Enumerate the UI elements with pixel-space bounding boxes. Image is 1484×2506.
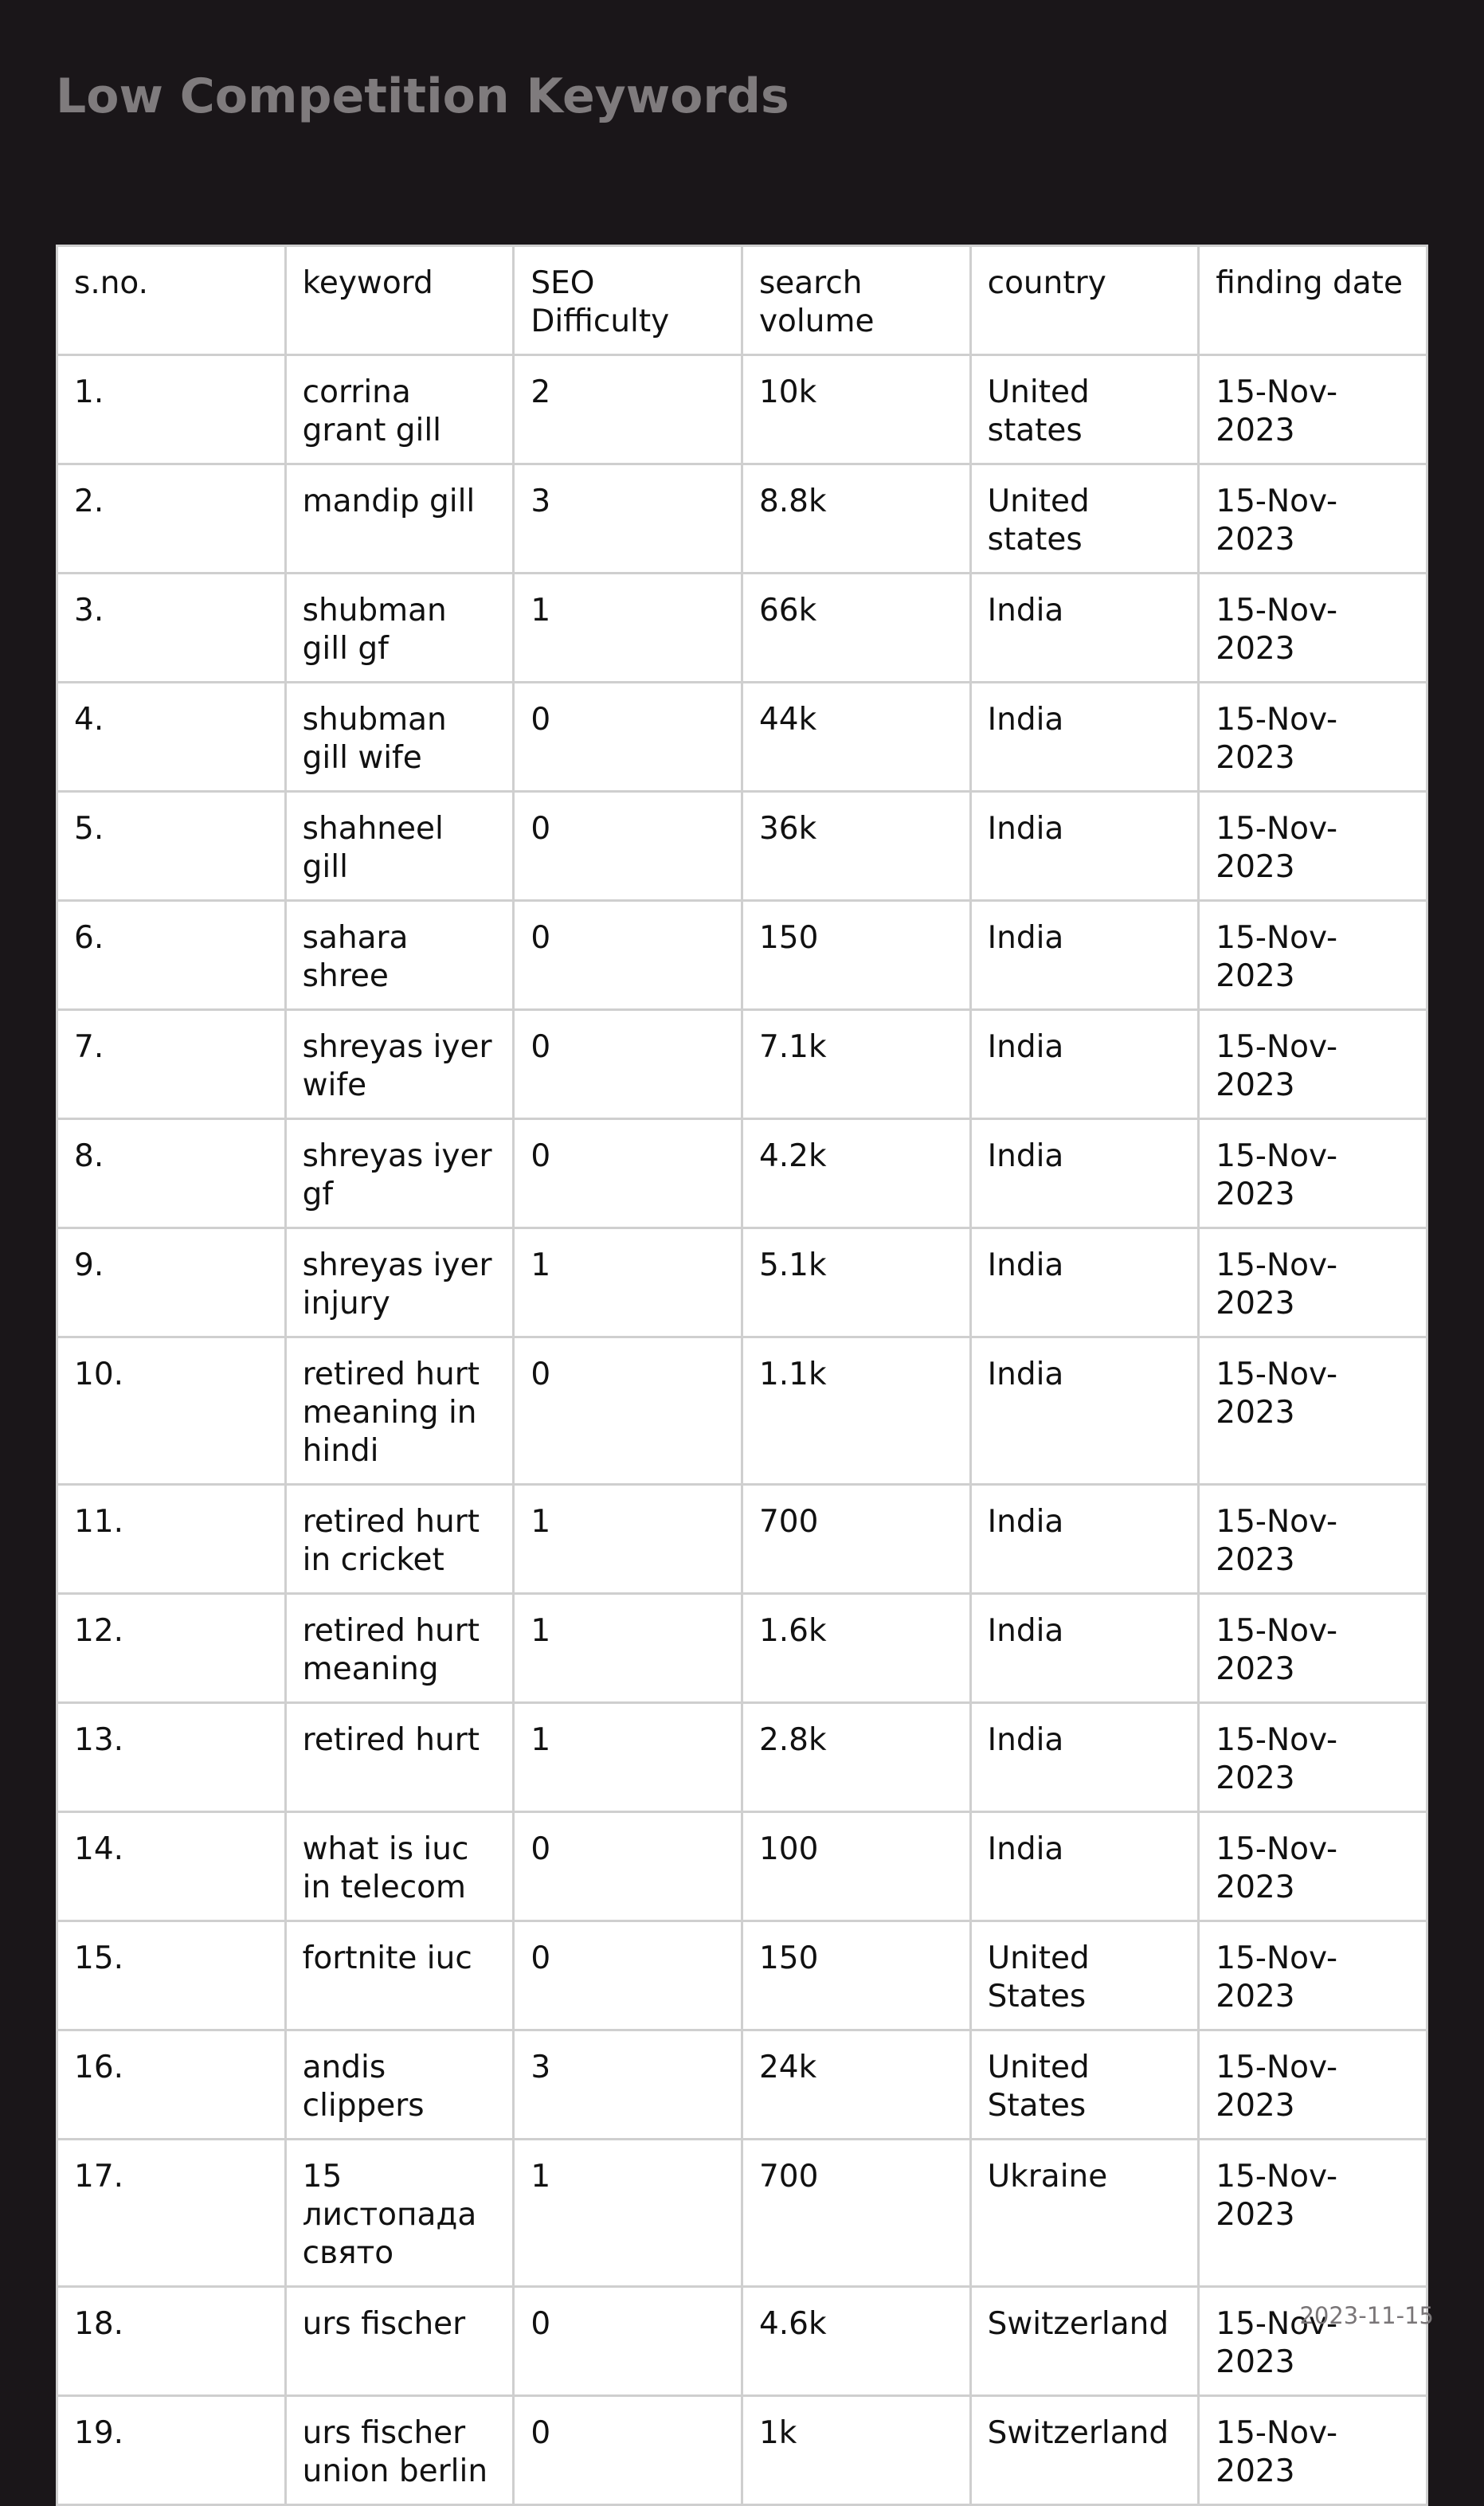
cell-sno: 19. (57, 2396, 286, 2505)
cell-finding-date: 15-Nov-2023 (1199, 2140, 1427, 2287)
cell-sno: 4. (57, 683, 286, 792)
cell-seo-difficulty: 0 (514, 1812, 742, 1921)
cell-seo-difficulty: 2 (514, 355, 742, 464)
cell-sno: 9. (57, 1228, 286, 1337)
cell-country: India (970, 1703, 1199, 1812)
cell-country: India (970, 792, 1199, 901)
cell-search-volume: 66k (742, 574, 970, 683)
cell-seo-difficulty: 0 (514, 683, 742, 792)
cell-seo-difficulty: 0 (514, 1337, 742, 1485)
cell-keyword: shreyas iyer wife (285, 1010, 514, 1119)
cell-seo-difficulty: 0 (514, 2396, 742, 2505)
cell-finding-date: 15-Nov-2023 (1199, 574, 1427, 683)
cell-country: India (970, 1812, 1199, 1921)
cell-finding-date: 15-Nov-2023 (1199, 1228, 1427, 1337)
cell-search-volume: 100 (742, 1812, 970, 1921)
cell-sno: 6. (57, 901, 286, 1010)
cell-country: India (970, 1337, 1199, 1485)
cell-keyword: sahara shree (285, 901, 514, 1010)
cell-keyword: urs fischer union berlin (285, 2396, 514, 2505)
cell-finding-date: 15-Nov-2023 (1199, 1921, 1427, 2030)
cell-search-volume: 700 (742, 1485, 970, 1594)
table-row (57, 1594, 1427, 1703)
cell-finding-date: 15-Nov-2023 (1199, 1119, 1427, 1228)
cell-search-volume: 8.8k (742, 464, 970, 574)
cell-country: Ukraine (970, 2140, 1199, 2287)
cell-keyword: retired hurt meaning in hindi (285, 1337, 514, 1485)
cell-sno: 10. (57, 1337, 286, 1485)
cell-search-volume: 1.6k (742, 1594, 970, 1703)
cell-search-volume: 2.8k (742, 1703, 970, 1812)
table-row (57, 355, 1427, 464)
cell-search-volume: 10k (742, 355, 970, 464)
cell-country: Switzerland (970, 2396, 1199, 2505)
table-row (57, 901, 1427, 1010)
cell-keyword: urs fischer (285, 2287, 514, 2396)
cell-search-volume: 700 (742, 2140, 970, 2287)
cell-seo-difficulty: 0 (514, 1921, 742, 2030)
table-row (57, 792, 1427, 901)
table-row (57, 1228, 1427, 1337)
cell-seo-difficulty: 0 (514, 2287, 742, 2396)
cell-sno: 11. (57, 1485, 286, 1594)
cell-country: United States (970, 2030, 1199, 2140)
cell-search-volume: 150 (742, 1921, 970, 2030)
cell-finding-date: 15-Nov-2023 (1199, 792, 1427, 901)
table-row (57, 2396, 1427, 2505)
footer-date: 2023-11-15 (1299, 2302, 1434, 2329)
cell-sno: 12. (57, 1594, 286, 1703)
table-row (57, 1010, 1427, 1119)
cell-keyword: shreyas iyer injury (285, 1228, 514, 1337)
cell-country: India (970, 901, 1199, 1010)
cell-seo-difficulty: 1 (514, 574, 742, 683)
cell-country: Switzerland (970, 2287, 1199, 2396)
table-header-row (57, 246, 1427, 355)
cell-search-volume: 4.2k (742, 1119, 970, 1228)
cell-finding-date: 15-Nov-2023 (1199, 2287, 1427, 2396)
cell-finding-date: 15-Nov-2023 (1199, 683, 1427, 792)
keywords-table-container (56, 245, 1428, 2506)
cell-sno: 5. (57, 792, 286, 901)
cell-seo-difficulty: 1 (514, 1485, 742, 1594)
cell-sno: 17. (57, 2140, 286, 2287)
cell-finding-date: 15-Nov-2023 (1199, 1812, 1427, 1921)
cell-finding-date: 15-Nov-2023 (1199, 2030, 1427, 2140)
cell-country: India (970, 1485, 1199, 1594)
cell-sno: 3. (57, 574, 286, 683)
cell-finding-date: 15-Nov-2023 (1199, 1594, 1427, 1703)
header-search-volume: search volume (742, 246, 970, 355)
cell-seo-difficulty: 3 (514, 2030, 742, 2140)
cell-finding-date: 15-Nov-2023 (1199, 1010, 1427, 1119)
cell-search-volume: 5.1k (742, 1228, 970, 1337)
cell-seo-difficulty: 0 (514, 792, 742, 901)
header-keyword: keyword (285, 246, 514, 355)
cell-country: United States (970, 1921, 1199, 2030)
cell-seo-difficulty: 0 (514, 1119, 742, 1228)
keywords-table (56, 245, 1428, 2506)
cell-search-volume: 44k (742, 683, 970, 792)
cell-seo-difficulty: 1 (514, 2140, 742, 2287)
cell-country: United states (970, 464, 1199, 574)
table-row (57, 1119, 1427, 1228)
page-title: Low Competition Keywords (56, 69, 789, 124)
cell-finding-date: 15-Nov-2023 (1199, 355, 1427, 464)
cell-keyword: mandip gill (285, 464, 514, 574)
cell-seo-difficulty: 1 (514, 1594, 742, 1703)
cell-sno: 13. (57, 1703, 286, 1812)
cell-search-volume: 150 (742, 901, 970, 1010)
cell-country: India (970, 683, 1199, 792)
header-sno: s.no. (57, 246, 286, 355)
table-row (57, 2140, 1427, 2287)
cell-seo-difficulty: 3 (514, 464, 742, 574)
cell-keyword: fortnite iuc (285, 1921, 514, 2030)
cell-country: United states (970, 355, 1199, 464)
table-row (57, 574, 1427, 683)
table-row (57, 1337, 1427, 1485)
cell-search-volume: 36k (742, 792, 970, 901)
header-country: country (970, 246, 1199, 355)
header-finding-date: finding date (1199, 246, 1427, 355)
cell-keyword: retired hurt meaning (285, 1594, 514, 1703)
table-row (57, 2030, 1427, 2140)
cell-seo-difficulty: 1 (514, 1228, 742, 1337)
table-row (57, 2287, 1427, 2396)
cell-search-volume: 7.1k (742, 1010, 970, 1119)
cell-seo-difficulty: 0 (514, 1010, 742, 1119)
cell-search-volume: 24k (742, 2030, 970, 2140)
table-row (57, 464, 1427, 574)
cell-keyword: what is iuc in telecom (285, 1812, 514, 1921)
cell-keyword: shubman gill wife (285, 683, 514, 792)
cell-keyword: andis clippers (285, 2030, 514, 2140)
cell-country: India (970, 1010, 1199, 1119)
cell-keyword: shreyas iyer gf (285, 1119, 514, 1228)
cell-search-volume: 1.1k (742, 1337, 970, 1485)
cell-finding-date: 15-Nov-2023 (1199, 1703, 1427, 1812)
table-body (57, 355, 1427, 2505)
cell-seo-difficulty: 0 (514, 901, 742, 1010)
cell-sno: 2. (57, 464, 286, 574)
cell-keyword: retired hurt in cricket (285, 1485, 514, 1594)
cell-sno: 15. (57, 1921, 286, 2030)
cell-country: India (970, 1228, 1199, 1337)
cell-search-volume: 1k (742, 2396, 970, 2505)
cell-sno: 18. (57, 2287, 286, 2396)
cell-country: India (970, 574, 1199, 683)
cell-sno: 8. (57, 1119, 286, 1228)
cell-country: India (970, 1594, 1199, 1703)
cell-finding-date: 15-Nov-2023 (1199, 901, 1427, 1010)
cell-finding-date: 15-Nov-2023 (1199, 1485, 1427, 1594)
cell-finding-date: 15-Nov-2023 (1199, 2396, 1427, 2505)
cell-keyword: 15 листопада свято (285, 2140, 514, 2287)
cell-finding-date: 15-Nov-2023 (1199, 1337, 1427, 1485)
cell-keyword: shubman gill gf (285, 574, 514, 683)
table-row (57, 1812, 1427, 1921)
cell-sno: 14. (57, 1812, 286, 1921)
cell-sno: 1. (57, 355, 286, 464)
cell-sno: 16. (57, 2030, 286, 2140)
cell-keyword: shahneel gill (285, 792, 514, 901)
cell-sno: 7. (57, 1010, 286, 1119)
cell-country: India (970, 1119, 1199, 1228)
cell-keyword: retired hurt (285, 1703, 514, 1812)
cell-finding-date: 15-Nov-2023 (1199, 464, 1427, 574)
cell-keyword: corrina grant gill (285, 355, 514, 464)
table-row (57, 1485, 1427, 1594)
table-row (57, 1703, 1427, 1812)
header-seo-difficulty: SEO Difficulty (514, 246, 742, 355)
cell-search-volume: 4.6k (742, 2287, 970, 2396)
table-row (57, 1921, 1427, 2030)
cell-seo-difficulty: 1 (514, 1703, 742, 1812)
table-row (57, 683, 1427, 792)
